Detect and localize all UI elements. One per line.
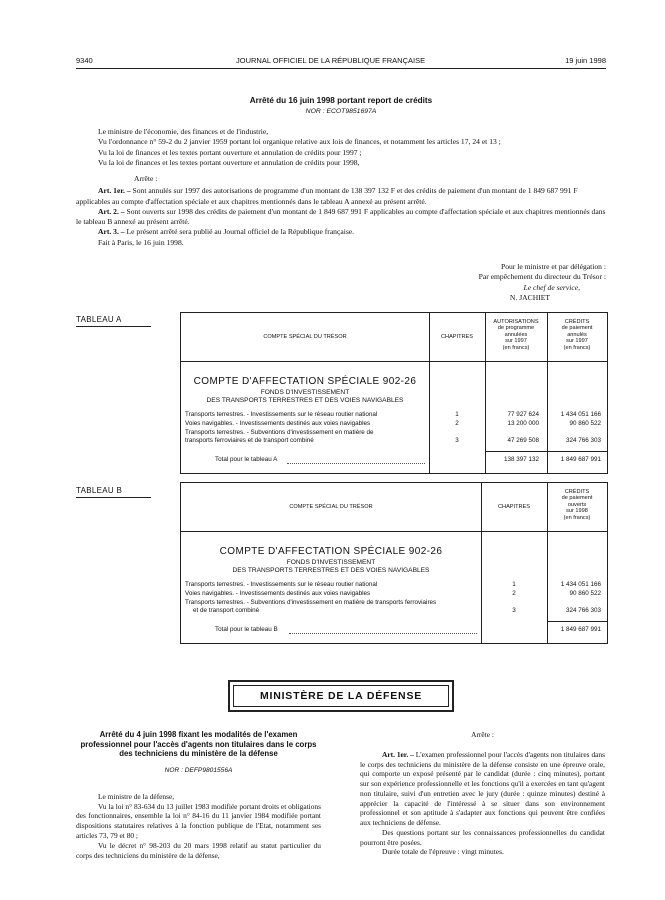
decree2-right-column xyxy=(360,730,605,857)
header-line: annulées xyxy=(504,331,528,338)
column-header-chapitres: CHAPITRES xyxy=(440,334,473,340)
paragraph: Durée totale de l'épreuve : vingt minutes. xyxy=(382,847,504,857)
decree2-left-column xyxy=(76,730,321,860)
page-number: 9340 xyxy=(76,56,93,65)
fund-name xyxy=(181,559,481,575)
total-divider xyxy=(547,621,607,622)
visa-line: Vu la loi de finances et les textes portant ouverture et annulation de crédits pour 1997 ; xyxy=(98,147,362,157)
cp-cell: 1 434 051 166 xyxy=(560,411,601,418)
article-label: Art. 3. – xyxy=(98,227,125,237)
cp-cell: 90 860 522 xyxy=(569,590,601,597)
article-1 xyxy=(360,750,605,828)
tableau-b-underline xyxy=(76,497,151,498)
tableau-a xyxy=(180,312,608,474)
table-row-label: Voies navigables. - Investissements destinés aux voies navigables xyxy=(185,590,371,597)
table-row-label-cont: et de transport combiné xyxy=(193,607,260,614)
total-label: Total pour le tableau A xyxy=(215,456,278,463)
ap-cell: 13 200 000 xyxy=(507,420,539,427)
done-at: Fait à Paris, le 16 juin 1998. xyxy=(98,237,184,247)
header-line: sur 1997 xyxy=(505,338,527,345)
arrete-label: Arrête : xyxy=(134,174,158,183)
ap-cell: 47 269 508 xyxy=(507,437,539,444)
signature-line: Le chef de service, xyxy=(523,282,580,292)
cp-cell: 324 766 303 xyxy=(565,607,601,614)
table-row-label: Transports terrestres. - Subventions d'investissement en matière de xyxy=(185,429,374,436)
decree2-title: Arrêté du 4 juin 1998 fixant les modalités de l'examen professionnel pour l'accès d'agents non titulaires dans le corps des techniciens du ministère de la défense xyxy=(80,730,317,759)
column-header-compte: COMPTE SPÉCIAL DU TRÉSOR xyxy=(263,334,347,340)
article-2 xyxy=(76,207,606,228)
tableau-b-label: TABLEAU B xyxy=(76,486,123,495)
header-line: CRÉDITS xyxy=(564,489,590,495)
decree1-title: Arrêté du 16 juin 1998 portant report de crédits xyxy=(249,96,433,105)
header-line: de programme xyxy=(497,325,535,332)
header-line: annulés xyxy=(567,331,587,338)
header-line: ouverts xyxy=(567,501,587,508)
decree2-nor: NOR : DEFP9801556A xyxy=(164,767,233,775)
article-1 xyxy=(76,186,606,207)
header-line: (en francs) xyxy=(502,344,530,351)
header-line: AUTORISATIONS xyxy=(493,319,539,325)
article-label: Art. 1er. – xyxy=(98,186,131,196)
ap-cell: 77 927 624 xyxy=(507,411,539,418)
table-row-label-cont: transports ferroviaires et de transport combiné xyxy=(185,437,314,444)
header-line: CRÉDITS xyxy=(564,319,590,325)
article-label: Art. 1er. – xyxy=(382,749,414,759)
header-line: sur 1997 xyxy=(566,338,588,345)
header-rule xyxy=(76,68,606,69)
account-title: COMPTE D'AFFECTATION SPÉCIALE 902-26 xyxy=(193,376,417,387)
signature-line: Pour le ministre et par délégation : xyxy=(500,262,606,271)
cp-cell: 1 434 051 166 xyxy=(560,581,601,588)
table-row-label: Transports terrestres. - Investissements sur le réseau routier national xyxy=(185,581,378,588)
visa-line: Vu l'ordonnance n° 59-2 du 2 janvier 1959 portant loi organique relative aux lois de finances, et notamment les articles 17, 24 et 13 ; xyxy=(98,137,501,147)
issue-date: 19 juin 1998 xyxy=(565,56,606,65)
visa-line: Vu la loi de finances et les textes portant ouverture et annulation de crédits pour 1998, xyxy=(98,157,360,167)
arrete-label: Arrête : xyxy=(471,730,494,739)
article-label: Art. 2. – xyxy=(98,206,125,216)
article-text: Sont ouverts sur 1998 des crédits de paiement d'un montant de 1 849 687 991 F applicables au compte d'affectation spéciale et aux chapitres mentionnés dans le tableau B annexé au présent arrêté. xyxy=(76,206,606,226)
chapitre-cell: 3 xyxy=(512,607,516,614)
fund-line: FONDS D'INVESTISSEMENT xyxy=(286,559,376,566)
article-3 xyxy=(76,227,606,237)
total-cp: 1 849 687 991 xyxy=(560,626,601,633)
header-line: de paiement xyxy=(561,325,593,332)
minister-line: Le ministre de la défense, xyxy=(98,791,175,801)
column-header-compte: COMPTE SPÉCIAL DU TRÉSOR xyxy=(289,504,373,510)
tableau-a-label: TABLEAU A xyxy=(76,315,122,324)
fund-line: DES TRANSPORTS TERRESTRES ET DES VOIES NAVIGABLES xyxy=(232,567,430,575)
visa-line: Vu la loi n° 83-634 du 13 juillet 1983 modifiée portant droits et obligations des fonctionnaires, ensemble la loi n° 84-16 du 11 janvier 1984 modifiée portant dispositions statutaires relatives à la fonction publique de l'Etat, notamment ses articles 73, 79 et 80 ; xyxy=(76,801,321,840)
column-header-autorisations xyxy=(485,319,547,351)
fund-name xyxy=(181,389,429,405)
article-text: Le présent arrêté sera publié au Journal officiel de la République française. xyxy=(126,227,355,237)
running-header xyxy=(76,56,606,68)
chapitre-cell: 2 xyxy=(512,590,516,597)
decree1-nor: NOR : ECOT9851697A xyxy=(305,108,377,115)
header-line: (en francs) xyxy=(563,344,591,351)
column-header-credits xyxy=(547,319,607,351)
account-title: COMPTE D'AFFECTATION SPÉCIALE 902-26 xyxy=(219,546,443,557)
fund-line: DES TRANSPORTS TERRESTRES ET DES VOIES NAVIGABLES xyxy=(206,397,404,405)
article-text: Sont annulés sur 1997 des autorisations de programme d'un montant de 138 397 132 F et des crédits de paiement d'un montant de 1 849 687 991 F applicables au compte d'affectation spéciale et aux chapitres mentionnés dans le tableau A annexé au présent arrêté. xyxy=(76,186,578,206)
header-line: de paiement xyxy=(561,495,593,502)
total-label: Total pour le tableau B xyxy=(215,626,278,633)
chapitre-cell: 3 xyxy=(455,437,459,444)
chapitre-cell: 1 xyxy=(512,581,516,588)
visa-line: Le ministre de l'économie, des finances et de l'industrie, xyxy=(98,127,269,136)
chapitre-cell: 1 xyxy=(455,411,459,418)
visa-line: Vu le décret n° 98-203 du 20 mars 1998 relatif au statut particulier du corps des techniciens du ministère de la défense, xyxy=(76,840,321,860)
cp-cell: 324 766 303 xyxy=(565,437,601,444)
signatory-name: N. JACHIET xyxy=(509,292,550,302)
article-text: L'examen professionnel pour l'accès d'agents non titulaires dans le corps des techniciens du ministère de la défense consiste en une épreuve orale, qui comporte un exposé présenté par le candidat (durée : cinq minutes), portant sur son expérience professionnelle et les fonctions qu'il a exercées en tant qu'agent non titulaire, suivi d'un entretien avec le jury (durée : quinze minutes) destiné à apprécier la capacité de l'intéressé à se situer dans son environnement professionnel et son aptitude à s'adapter aux fonctions qui peuvent être confiées aux techniciens de défense. xyxy=(360,749,605,828)
header-divider xyxy=(181,531,607,532)
header-line: (en francs) xyxy=(563,514,591,521)
column-header-credits xyxy=(547,489,607,521)
decree1-body xyxy=(76,127,606,248)
total-divider xyxy=(485,451,607,452)
signature-line: Par empêchement du directeur du Trésor : xyxy=(478,272,606,282)
paragraph: Des questions portant sur les connaissances professionnelles du candidat pourront être posées. xyxy=(360,827,605,847)
dot-leader xyxy=(287,463,425,464)
column-header-chapitres: CHAPITRES xyxy=(497,504,530,510)
tableau-a-underline xyxy=(76,326,151,327)
fund-line: FONDS D'INVESTISSEMENT xyxy=(260,389,350,396)
ministry-title: MINISTÈRE DE LA DÉFENSE xyxy=(233,685,449,707)
journal-title: JOURNAL OFFICIEL DE LA RÉPUBLIQUE FRANÇAISE xyxy=(236,56,426,65)
header-divider xyxy=(181,361,607,362)
cp-cell: 90 860 522 xyxy=(569,420,601,427)
dot-leader xyxy=(289,633,477,634)
table-row-label: Voies navigables. - Investissements destinés aux voies navigables xyxy=(185,420,371,427)
header-line: sur 1998 xyxy=(566,508,588,515)
total-ap: 138 397 132 xyxy=(503,456,539,463)
tableau-b xyxy=(180,482,608,644)
chapitre-cell: 2 xyxy=(455,420,459,427)
table-row-label: Transports terrestres. - Investissements sur le réseau routier national xyxy=(185,411,378,418)
signature-block xyxy=(400,262,606,303)
total-cp: 1 849 687 991 xyxy=(560,456,601,463)
ministry-heading xyxy=(228,680,454,712)
table-row-label: Transports terrestres. - Subventions d'investissement en matière de transports ferroviaires xyxy=(185,599,437,606)
